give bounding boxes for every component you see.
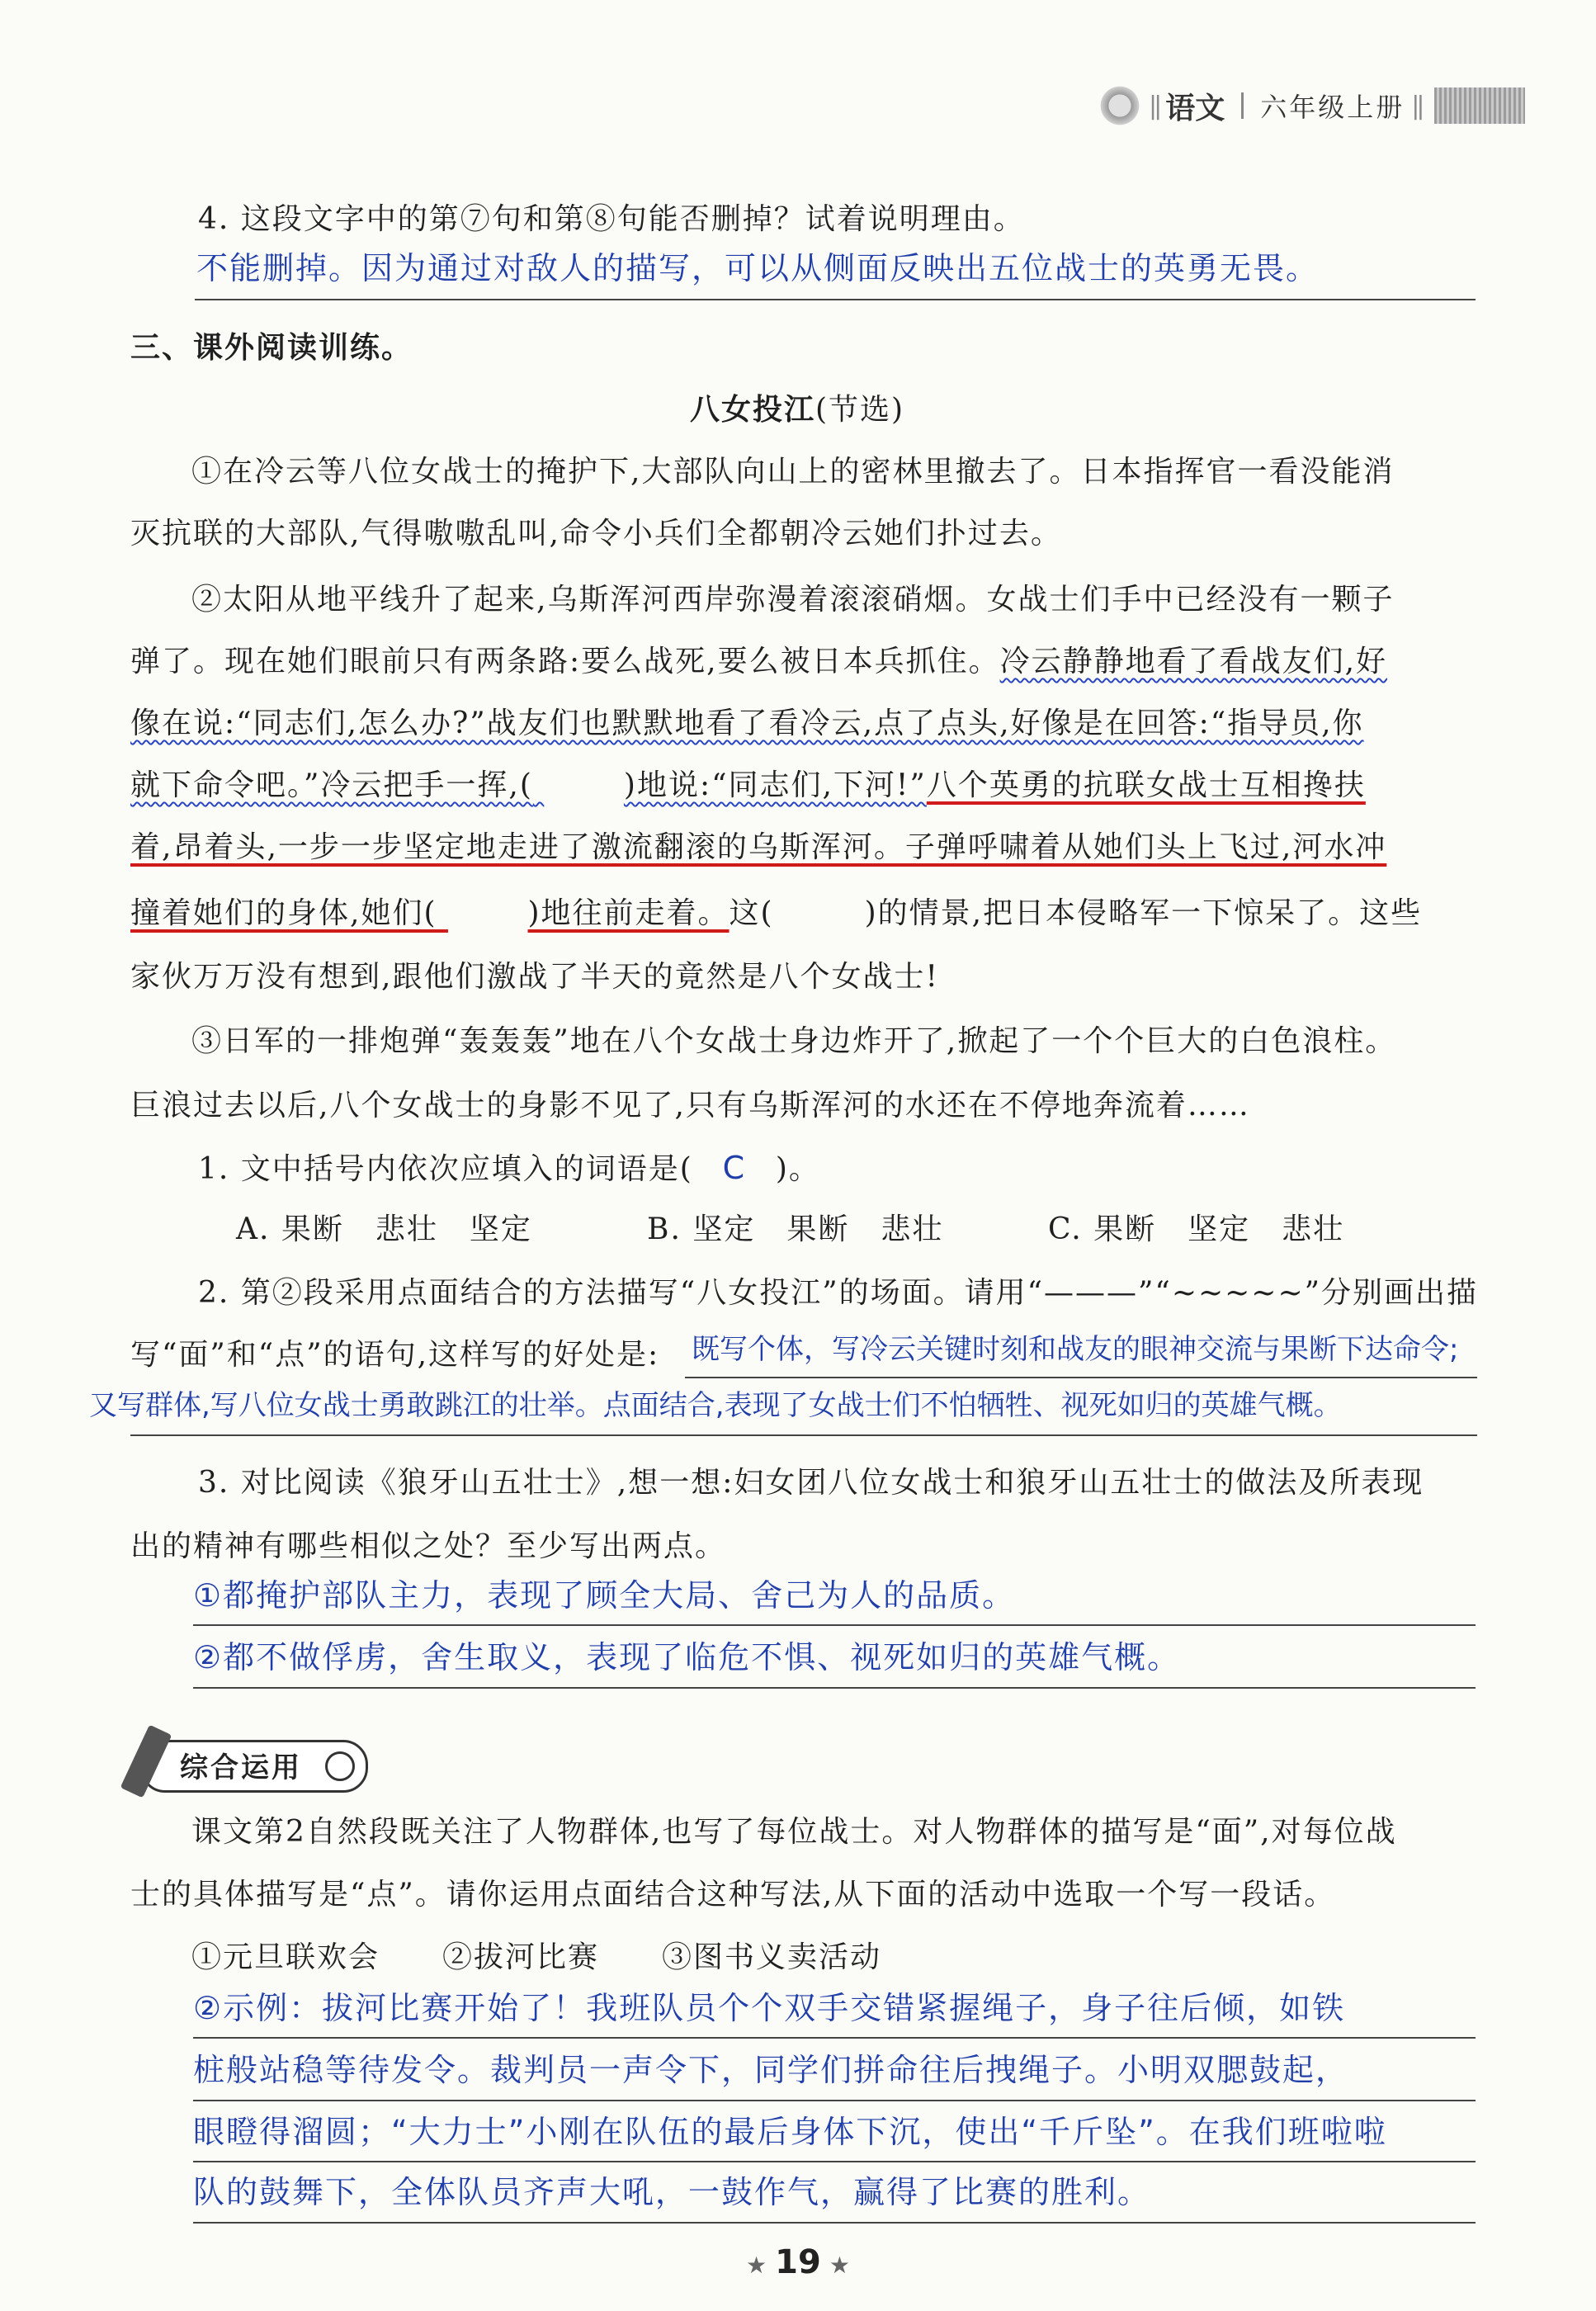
q1-option-b: B. 坚定 果断 悲壮 (647, 1212, 944, 1246)
page-header (1098, 79, 1525, 132)
passage-line (130, 896, 1422, 932)
q2-answer: 又写群体,写八位女战士勇敢跳江的壮举。点面结合,表现了女战士们不怕牺牲、视死如归的英雄气概。 (89, 1389, 1342, 1422)
q1-answer: C (722, 1150, 747, 1186)
answer-line (193, 1624, 1476, 1626)
page-number-text: 19 (775, 2243, 821, 2281)
essay-answer: 队的鼓舞下，全体队员齐声大吼，一鼓作气，赢得了比赛的胜利。 (193, 2174, 1151, 2210)
answer-line (193, 2037, 1476, 2039)
passage-title-note: (节选) (815, 393, 905, 427)
divider-bars: || (1149, 91, 1159, 121)
fill-blank[interactable] (533, 768, 624, 804)
answer-line (193, 2161, 1476, 2162)
passage-line (130, 644, 1387, 680)
header-shade-block (1434, 87, 1525, 124)
passage-title-text: 八女投江 (690, 393, 816, 427)
answer-line (685, 1377, 1477, 1378)
answer-line (130, 1434, 1477, 1436)
red-underlined-text: 撞着她们的身体,她们( (130, 896, 437, 930)
badge-label: 综合运用 (180, 1751, 302, 1784)
passage-line (130, 829, 1386, 866)
passage-title (690, 392, 904, 428)
q3-answer: ②都不做俘虏，舍生取义，表现了临危不惧、视死如归的英雄气概。 (193, 1639, 1181, 1675)
subject-label: 语文 (1165, 91, 1225, 125)
wavy-underlined-text: 就下命令吧。”冷云把手一挥,( (130, 768, 533, 802)
essay-answer: 桩般站稳等待发令。裁判员一声令下，同学们拼命往后拽绳子。小明双腮鼓起， (193, 2052, 1349, 2088)
q1-question (198, 1149, 820, 1188)
q2-question: 写“面”和“点”的语句,这样写的好处是: (130, 1338, 660, 1372)
answer-line (193, 2222, 1476, 2224)
prompt-line: 课文第2自然段既关注了人物群体,也写了每位战士。对人物群体的描写是“面”,对每位战 (191, 1815, 1397, 1849)
grade-label: 六年级上册 (1260, 92, 1405, 123)
passage-line: 巨浪过去以后,八个女战士的身影不见了,只有乌斯浑河的水还在不停地奔流着…… (130, 1089, 1250, 1122)
passage-line (130, 706, 1364, 742)
passage-segment: 弹了。现在她们眼前只有两条路:要么战死,要么被日本兵抓住。 (130, 645, 1000, 678)
fill-blank[interactable] (437, 896, 528, 932)
wavy-underlined-text: 像在说:“同志们,怎么办?”战友们也默默地看了看冷云,点了点头,好像是在回答:“指导员,你 (130, 707, 1364, 740)
q3-question: 3. 对比阅读《狼牙山五壮士》,想一想:妇女团八位女战士和狼牙山五壮士的做法及所表现 (198, 1466, 1424, 1500)
passage-line: ①在冷云等八位女战士的掩护下,大部队向山上的密林里撤去了。日本指挥官一看没能消 (191, 455, 1395, 489)
q1-question-end: )。 (775, 1152, 820, 1186)
section-badge (124, 1732, 371, 1798)
wavy-underlined-text: )地说:“同志们,下河!” (623, 768, 927, 802)
answer-line (193, 1687, 1476, 1689)
sun-icon (1098, 83, 1142, 128)
q2-answer: 既写个体，写冷云关键时刻和战友的眼神交流与果断下达命令; (692, 1333, 1459, 1366)
passage-line: 灭抗联的大部队,气得嗷嗷乱叫,命令小兵们全都朝冷云她们扑过去。 (130, 517, 1062, 551)
prompt-line: 士的具体描写是“点”。请你运用点面结合这种写法,从下面的活动中选取一个写一段话。 (130, 1878, 1336, 1912)
page-number (0, 2243, 1596, 2281)
passage-segment: 这( (729, 896, 774, 930)
q2-question: 2. 第②段采用点面结合的方法描写“八女投江”的场面。请用“———”“~~~~~”分别画出描 (198, 1276, 1479, 1310)
q1-question-text: 1. 文中括号内依次应填入的词语是( (198, 1152, 693, 1186)
passage-line: ②太阳从地平线升了起来,乌斯浑河西岸弥漫着滚滚硝烟。女战士们手中已经没有一颗子 (191, 583, 1395, 617)
star-icon: ★ (746, 2252, 767, 2279)
fill-blank[interactable] (774, 896, 865, 932)
section-heading: 三、课外阅读训练。 (130, 331, 413, 365)
answer-line (195, 299, 1476, 300)
q3-answer: ①都掩护部队主力，表现了顾全大局、舍己为人的品质。 (193, 1577, 1016, 1614)
wavy-underlined-text: 冷云静静地看了看战友们,好 (999, 645, 1388, 678)
divider-bars: || (1411, 91, 1422, 121)
q4-question: 4. 这段文字中的第⑦句和第⑧句能否删掉？试着说明理由。 (198, 202, 1025, 236)
q1-option-c: C. 果断 坚定 悲壮 (1048, 1212, 1345, 1246)
red-underlined-text: 八个英勇的抗联女战士互相搀扶 (926, 768, 1366, 802)
passage-line: 家伙万万没有想到,跟他们激战了半天的竟然是八个女战士! (130, 960, 939, 994)
header-separator (1241, 92, 1244, 119)
essay-answer: 眼瞪得溜圆；“大力士”小刚在队伍的最后身体下沉，使出“千斤坠”。在我们班啦啦 (193, 2114, 1387, 2150)
star-icon: ★ (829, 2252, 850, 2279)
q3-question: 出的精神有哪些相似之处？至少写出两点。 (130, 1529, 727, 1563)
red-underlined-text: )地往前走着。 (527, 896, 730, 930)
passage-line: ③日军的一排炮弹“轰轰轰”地在八个女战士身边炸开了,掀起了一个个巨大的白色浪柱。 (191, 1024, 1397, 1058)
q4-answer: 不能删掉。因为通过对敌人的描写，可以从侧面反映出五位战士的英勇无畏。 (196, 250, 1320, 286)
red-underlined-text: 着,昂着头,一步一步坚定地走进了激流翻滚的乌斯浑河。子弹呼啸着从她们头上飞过,河水冲 (130, 830, 1387, 864)
passage-segment: )的情景,把日本侵略军一下惊呆了。这些 (864, 896, 1423, 930)
passage-line (130, 768, 1366, 804)
ring-icon (325, 1751, 355, 1781)
essay-answer: ②示例：拔河比赛开始了！我班队员个个双手交错紧握绳子，身子往后倾，如铁 (193, 1990, 1346, 2026)
activity-options: ①元旦联欢会 ②拔河比赛 ③图书义卖活动 (191, 1940, 882, 1974)
q1-option-a: A. 果断 悲壮 坚定 (236, 1212, 532, 1246)
answer-line (193, 2100, 1476, 2101)
